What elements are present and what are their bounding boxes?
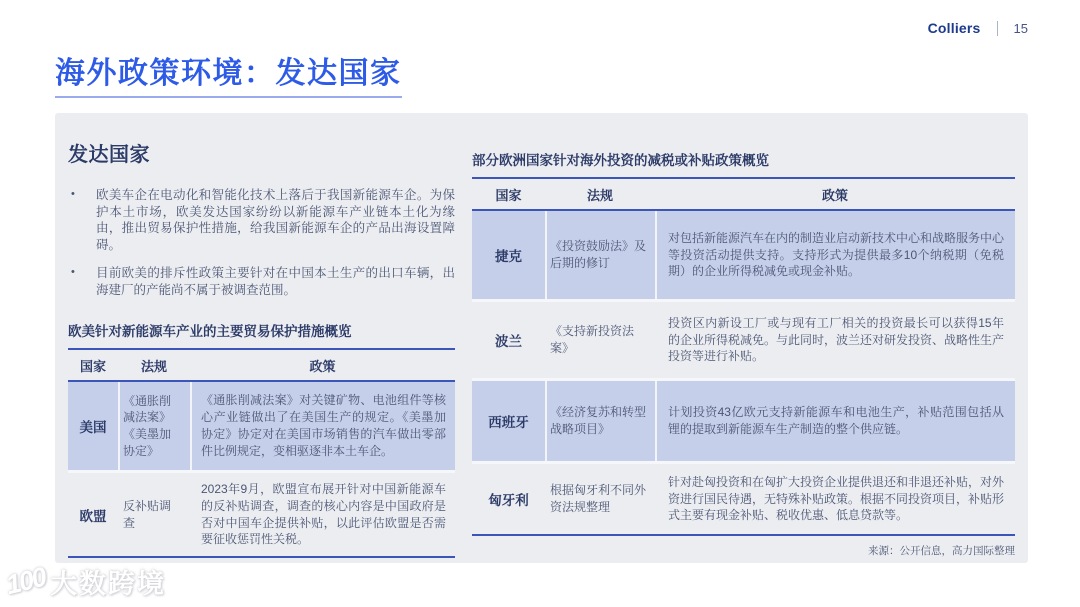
cell-country: 西班牙 bbox=[488, 415, 529, 430]
table-row-usa bbox=[68, 382, 455, 470]
right-table bbox=[472, 179, 1015, 536]
left-table-title: 欧美针对新能源车产业的主要贸易保护措施概览 bbox=[68, 324, 352, 339]
cell-law: 《支持新投资法案》 bbox=[550, 324, 635, 355]
bullet-marker: • bbox=[71, 188, 75, 200]
brand-logo: Colliers bbox=[927, 20, 981, 36]
cell-law: 《通胀削减法案》《美墨加协定》 bbox=[118, 382, 190, 470]
watermark-name: 大数跨境 bbox=[50, 569, 167, 599]
table-row-spain bbox=[472, 378, 1015, 461]
column-header-policy: 政策 bbox=[309, 358, 336, 374]
left-column bbox=[68, 127, 455, 563]
cell-country: 捷克 bbox=[495, 249, 522, 264]
watermark-logo bbox=[2, 561, 167, 601]
column-header-country: 国家 bbox=[79, 358, 106, 374]
page-title: 海外政策环境：发达国家 bbox=[55, 48, 402, 98]
column-header-law: 法规 bbox=[140, 358, 167, 374]
right-column bbox=[472, 127, 1015, 563]
source-note: 来源：公开信息，高力国际整理 bbox=[868, 545, 1015, 557]
cell-country: 美国 bbox=[79, 420, 107, 435]
column-header-country: 国家 bbox=[495, 187, 522, 203]
brand-bar bbox=[928, 20, 1028, 36]
table-header-row bbox=[472, 179, 1015, 209]
table-row-poland bbox=[472, 299, 1015, 378]
column-header-policy: 政策 bbox=[821, 187, 848, 203]
table-rule bbox=[472, 534, 1015, 536]
table-header-row bbox=[68, 350, 455, 380]
left-table bbox=[68, 350, 455, 558]
section-heading: 发达国家 bbox=[68, 144, 150, 166]
cell-law: 反补贴调查 bbox=[123, 499, 172, 530]
cell-policy: 投资区内新设工厂或与现有工厂相关的投资最长可以获得15年的企业所得税减免。与此同时，波兰还对研发投资、战略性生产投资等进行补贴。 bbox=[668, 315, 1005, 364]
table-row-hungary bbox=[472, 461, 1015, 534]
brand-divider bbox=[997, 21, 998, 36]
table-row-eu bbox=[68, 470, 455, 556]
right-table-title: 部分欧洲国家针对海外投资的减税或补贴政策概览 bbox=[472, 153, 769, 168]
page-number: 15 bbox=[1013, 20, 1028, 36]
cell-policy: 针对赴匈投资和在匈扩大投资企业提供退还和非退还补贴，对外资进行国民待遇，无特殊补贴政策。根据不同投资项目，补贴形式主要有现金补贴、税收优惠、低息贷款等。 bbox=[668, 474, 1005, 523]
bullet-text: 目前欧美的排斥性政策主要针对在中国本土生产的出口车辆，出海建厂的产能尚不属于被调查范围。 bbox=[96, 266, 455, 297]
watermark-100-icon: 100 bbox=[2, 561, 48, 601]
cell-policy: 计划投资43亿欧元支持新能源车和电池生产，补贴范围包括从锂的提取到新能源车生产制造的整个供应链。 bbox=[655, 381, 1015, 461]
bullet-item bbox=[68, 265, 455, 298]
cell-policy: 《通胀削减法案》对关键矿物、电池组件等核心产业链做出了在美国生产的规定。《美墨加协定》协定对在美国市场销售的汽车做出零部件比例规定，变相驱逐非本土车企。 bbox=[190, 382, 455, 470]
cell-law: 《经济复苏和转型战略项目》 bbox=[545, 381, 655, 461]
cell-law: 《投资鼓励法》及后期的修订 bbox=[545, 211, 655, 299]
table-row-czech bbox=[472, 211, 1015, 299]
cell-country: 欧盟 bbox=[79, 508, 107, 524]
content-panel bbox=[55, 113, 1028, 563]
cell-policy: 对包括新能源汽车在内的制造业启动新技术中心和战略服务中心等投资活动提供支持。支持形式为提供最多10个纳税期（免税期）的企业所得税减免或现金补贴。 bbox=[655, 211, 1015, 299]
column-header-law: 法规 bbox=[586, 187, 613, 203]
bullet-item bbox=[68, 187, 455, 253]
bullet-text: 欧美车企在电动化和智能化技术上落后于我国新能源车企。为保护本土市场，欧美发达国家纷纷以新能源车产业链本土化为缘由，推出贸易保护性措施，给我国新能源车企的产品出海设置障碍。 bbox=[96, 188, 455, 252]
cell-law: 根据匈牙利不同外资法规整理 bbox=[550, 483, 647, 514]
cell-country: 匈牙利 bbox=[488, 493, 529, 508]
bullet-list bbox=[68, 187, 455, 298]
bullet-marker: • bbox=[71, 266, 75, 278]
cell-country: 波兰 bbox=[495, 334, 522, 349]
cell-policy: 2023年9月，欧盟宣布展开针对中国新能源车的反补贴调查，调查的核心内容是中国政府是否对中国车企提供补贴，以此评估欧盟是否需要征收惩罚性关税。 bbox=[201, 482, 446, 547]
table-rule bbox=[68, 556, 455, 558]
